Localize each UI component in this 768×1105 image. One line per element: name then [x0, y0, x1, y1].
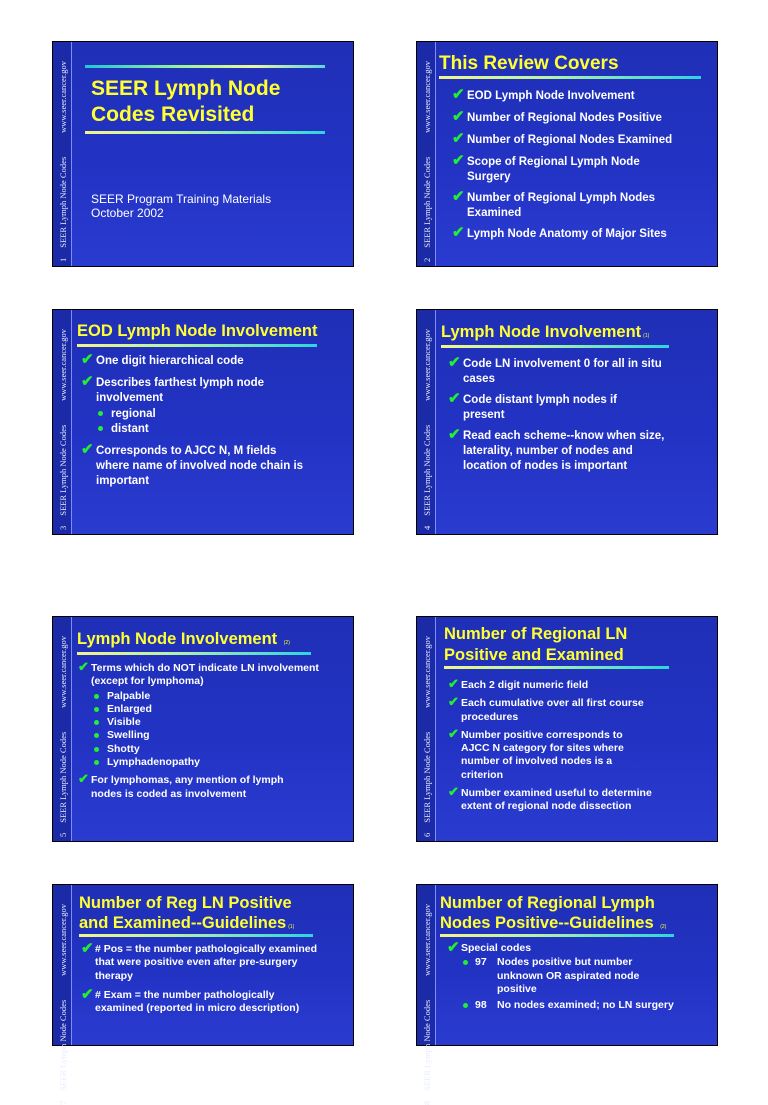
list-item: ✔ # Exam = the number pathologically examined (reported in micro description)	[81, 985, 300, 1015]
sub-item: distant	[110, 422, 326, 437]
list-item: ✔ Number positive corresponds to AJCC N category for sites where number of involved nodes is a criterion	[448, 725, 624, 781]
check-mark-icon: ✔	[452, 108, 465, 125]
slide-number: 6	[422, 832, 432, 837]
check-mark-icon: ✔	[78, 771, 89, 787]
slide-number: 3	[58, 525, 68, 530]
slide-sidebar	[53, 42, 72, 266]
list-item: ✔ Code distant lymph nodes if present	[448, 390, 617, 421]
sub-item: regional	[110, 407, 326, 422]
title-mark: (1)	[643, 333, 650, 339]
list-item: ✔ Scope of Regional Lymph Node Surgery	[452, 152, 640, 183]
list-item: ✔ Each cumulative over all first course procedures	[448, 694, 644, 723]
title-rule-bottom	[85, 131, 325, 134]
slide-sidebar	[417, 617, 436, 841]
sub-list	[110, 407, 326, 437]
check-mark-icon: ✔	[452, 130, 465, 147]
title-rule	[77, 652, 311, 655]
slide-title-line2: Positive and Examined	[444, 646, 624, 664]
sidebar-url: www.seer.cancer.gov	[58, 328, 68, 401]
list-item: ✔ For lymphomas, any mention of lymph nodes is coded as involvement	[78, 771, 284, 800]
check-mark-icon: ✔	[452, 188, 465, 205]
slide-7	[52, 884, 354, 1105]
list-item: ✔ Each 2 digit numeric field	[448, 676, 589, 691]
list-item: ✔ Read each scheme--know when size, laterality, number of nodes and location of nodes is important	[448, 426, 665, 472]
list-item: ✔ Number of Regional Nodes Examined	[452, 130, 673, 147]
check-mark-icon: ✔	[448, 676, 459, 691]
sidebar-url: www.seer.cancer.gov	[58, 635, 68, 708]
sidebar-course: SEER Lymph Node Codes	[58, 999, 68, 1091]
slide-sidebar	[53, 310, 72, 534]
title-rule	[439, 76, 701, 79]
list-item: ✔ Number examined useful to determine extent of regional node dissection	[448, 784, 652, 813]
sidebar-url: www.seer.cancer.gov	[422, 903, 432, 976]
sidebar-url: www.seer.cancer.gov	[58, 60, 68, 133]
list-item: ✔ Corresponds to AJCC N, M fields where name of involved node chain is important	[81, 441, 304, 487]
slide-title-line2: Codes Revisited	[91, 103, 255, 126]
title-rule	[444, 666, 669, 669]
slide-3	[52, 309, 354, 535]
check-mark-icon: ✔	[81, 351, 94, 368]
list-item: ✔ Number of Regional Nodes Positive	[452, 108, 662, 125]
list-item: ✔ Terms which do NOT indicate LN involvement (except for lymphoma) Palpable Enlarged Visible Swelling Shotty Lymphadenopathy	[91, 662, 326, 769]
slide-6	[416, 616, 718, 842]
sub-item: Shotty	[106, 743, 326, 756]
slide-title: Lymph Node Involvement (1)	[441, 323, 650, 341]
check-mark-icon: ✔	[452, 86, 465, 103]
sidebar-course: SEER Lymph Node Codes	[422, 424, 432, 516]
slide-number: 2	[422, 257, 432, 262]
slide-5	[52, 616, 354, 842]
check-mark-icon: ✔	[81, 441, 94, 458]
sidebar-course: SEER Lymph Node Codes	[58, 156, 68, 248]
title-rule	[79, 934, 313, 937]
slide-title-line2: Nodes Positive--Guidelines (2)	[440, 914, 667, 932]
title-mark: (2)	[660, 924, 667, 930]
sub-list	[475, 956, 675, 1012]
slide-title-line2: and Examined--Guidelines (1)	[79, 914, 295, 932]
sidebar-course: SEER Lymph Node Codes	[58, 731, 68, 823]
sidebar-url: www.seer.cancer.gov	[58, 903, 68, 976]
title-rule	[77, 344, 317, 347]
sidebar-url: www.seer.cancer.gov	[422, 328, 432, 401]
check-mark-icon: ✔	[81, 940, 94, 957]
check-mark-icon: ✔	[447, 939, 460, 956]
check-mark-icon: ✔	[452, 224, 465, 241]
check-mark-icon: ✔	[81, 373, 94, 390]
slide-sidebar	[417, 885, 436, 1105]
slide-sidebar	[53, 885, 72, 1105]
code-item	[475, 956, 675, 996]
list-item: ✔ Describes farthest lymph node involvement regional distant	[96, 376, 326, 437]
subtitle-line1: SEER Program Training Materials	[91, 192, 272, 206]
code-item	[475, 999, 675, 1012]
sub-item: Swelling	[106, 729, 326, 742]
list-item: ✔ Lymph Node Anatomy of Major Sites	[452, 224, 667, 241]
code-text: Nodes positive but number unknown OR aspirated node positive	[497, 956, 640, 995]
list-item: ✔ Special codes 97 Nodes positive but number unknown OR aspirated node positive 98 No nodes examined; no LN surgery	[447, 939, 674, 1012]
sidebar-course: SEER Lymph Node Codes	[422, 999, 432, 1091]
sub-item: Palpable	[106, 690, 326, 703]
slide-2	[416, 41, 718, 267]
check-mark-icon: ✔	[78, 659, 89, 674]
slide-4	[416, 309, 718, 535]
check-mark-icon: ✔	[448, 694, 459, 710]
slide-title: EOD Lymph Node Involvement	[77, 322, 318, 340]
slide-title-line1: SEER Lymph Node	[91, 77, 281, 100]
sidebar-url: www.seer.cancer.gov	[422, 60, 432, 133]
check-mark-icon: ✔	[448, 390, 461, 407]
slide-sidebar	[417, 42, 436, 266]
title-mark: (2)	[283, 640, 290, 646]
sub-item: Lymphadenopathy	[106, 756, 326, 769]
sub-item: Enlarged	[106, 703, 326, 716]
code-text: No nodes examined; no LN surgery	[497, 999, 674, 1012]
sub-list	[106, 690, 326, 770]
bullet-list	[81, 351, 326, 489]
slide-number: 1	[58, 257, 68, 262]
list-item: ✔ EOD Lymph Node Involvement	[452, 86, 635, 103]
sidebar-url: www.seer.cancer.gov	[422, 635, 432, 708]
slide-8	[416, 884, 718, 1105]
list-item: ✔ Code LN involvement 0 for all in situ cases	[448, 354, 662, 385]
code-value: 97	[475, 956, 487, 969]
sub-item: Visible	[106, 716, 326, 729]
bullet-list	[447, 939, 691, 1012]
title-rule	[441, 345, 669, 348]
list-item: ✔ One digit hierarchical code	[81, 351, 244, 368]
sidebar-course: SEER Lymph Node Codes	[422, 156, 432, 248]
bullet-list	[81, 940, 325, 1015]
check-mark-icon: ✔	[448, 725, 459, 741]
list-item: ✔ Number of Regional Lymph Nodes Examined	[452, 188, 656, 219]
slide-title-line1: Number of Regional LN	[444, 625, 628, 643]
bullet-list	[78, 659, 326, 801]
check-mark-icon: ✔	[448, 426, 461, 443]
bullet-list	[452, 86, 707, 242]
slide-number: 4	[422, 525, 432, 530]
slide-sidebar	[417, 310, 436, 534]
sidebar-course: SEER Lymph Node Codes	[422, 731, 432, 823]
check-mark-icon: ✔	[81, 985, 94, 1003]
sidebar-course: SEER Lymph Node Codes	[58, 424, 68, 516]
slide-sidebar	[53, 617, 72, 841]
list-item: ✔ # Pos = the number pathologically examined that were positive even after pre-surgery therapy	[81, 940, 318, 982]
slide-number: 5	[58, 832, 68, 837]
check-mark-icon: ✔	[452, 152, 465, 169]
slide-title-line1: Number of Regional Lymph	[440, 894, 655, 912]
slide-1	[52, 41, 354, 267]
title-rule-top	[85, 65, 325, 68]
slide-title: This Review Covers	[439, 53, 619, 74]
check-mark-icon: ✔	[448, 784, 459, 800]
bullet-list	[448, 354, 678, 474]
bullet-list	[448, 676, 676, 814]
title-rule	[440, 934, 674, 937]
check-mark-icon: ✔	[448, 354, 461, 371]
slide-title-line1: Number of Reg LN Positive	[79, 894, 292, 912]
subtitle-line2: October 2002	[91, 206, 164, 220]
slide-title: Lymph Node Involvement (2)	[77, 630, 290, 648]
slide-number: 7	[58, 1100, 68, 1105]
slide-number: 8	[422, 1100, 432, 1105]
title-mark: (1)	[288, 924, 295, 930]
code-value: 98	[475, 999, 487, 1012]
